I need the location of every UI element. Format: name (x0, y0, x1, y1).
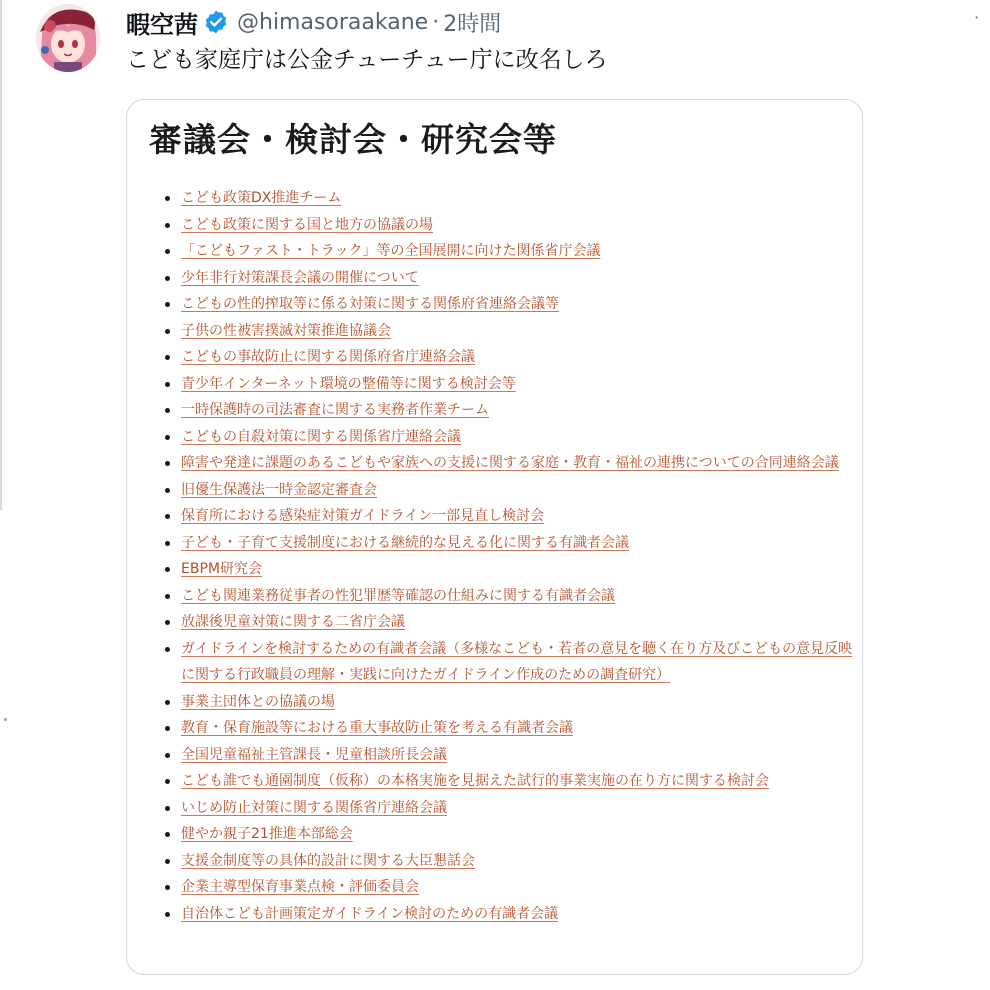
meeting-link: こどもの自殺対策に関する関係省庁連絡会議 (181, 428, 461, 445)
meeting-link: こどもの事故防止に関する関係府省庁連絡会議 (181, 349, 475, 365)
avatar-illustration (36, 4, 100, 72)
list-item (165, 291, 863, 318)
list-item (165, 795, 863, 822)
list-item (165, 265, 863, 292)
meeting-link: 青少年インターネット環境の整備等に関する検討会等 (181, 375, 516, 392)
media-heading: 審議会・検討会・研究会等 (149, 120, 557, 159)
list-item (165, 238, 863, 265)
tweet-media-image[interactable] (126, 99, 863, 975)
meeting-link: こども誰でも通園制度（仮称）の本格実施を見据えた試行的事業実施の在り方に関する検討会 (181, 773, 769, 789)
header-separator: · (432, 9, 440, 35)
more-options-icon[interactable] (966, 6, 988, 28)
user-avatar[interactable] (36, 4, 100, 72)
list-item (165, 424, 863, 451)
list-item (165, 689, 863, 716)
meeting-link: 障害や発達に課題のあるこどもや家族への支援に関する家庭・教育・福祉の連携についての合同連絡会議 (181, 455, 839, 471)
list-item (165, 503, 863, 530)
list-item (165, 477, 863, 504)
list-item (165, 344, 863, 371)
list-item (165, 556, 863, 583)
meeting-link: 子供の性被害撲滅対策推進協議会 (181, 322, 391, 339)
edge-marker (4, 718, 7, 721)
list-item (165, 318, 863, 345)
meeting-list (165, 185, 863, 927)
meeting-link: 自治体こども計画策定ガイドライン検討のための有識者会議 (181, 905, 559, 922)
meeting-link: 事業主団体との協議の場 (181, 693, 335, 710)
list-item (165, 742, 863, 769)
display-name[interactable]: 暇空茜 (126, 10, 198, 39)
list-item (165, 185, 863, 212)
list-item (165, 371, 863, 398)
meeting-link: ガイドラインを検討するための有識者会議（多様なこども・若者の意見を聴く在り方及びこどもの意見反映に関する行政職員の理解・実践に向けたガイドライン作成のための調査研究） (181, 640, 853, 683)
meeting-link: 「こどもファスト・トラック」等の全国展開に向けた関係省庁会議 (181, 243, 601, 259)
tweet-timestamp[interactable]: 2時間 (443, 11, 502, 37)
list-item (165, 397, 863, 424)
list-item (165, 450, 863, 477)
list-item (165, 715, 863, 742)
list-item (165, 530, 863, 557)
meeting-link: 支援金制度等の具体的設計に関する大臣懇話会 (181, 852, 475, 869)
meeting-link: 放課後児童対策に関する二省庁会議 (181, 614, 405, 630)
meeting-link: いじめ防止対策に関する関係省庁連絡会議 (181, 799, 447, 816)
meeting-link: 少年非行対策課長会議の開催について (181, 269, 419, 286)
more-options-label: · (973, 7, 981, 27)
meeting-link: 保育所における感染症対策ガイドライン一部見直し検討会 (181, 508, 545, 524)
meeting-link: 旧優生保護法一時金認定審査会 (181, 481, 377, 498)
meeting-link: こどもの性的搾取等に係る対策に関する関係府省連絡会議等 (181, 296, 559, 312)
meeting-link: 子ども・子育て支援制度における継続的な見える化に関する有識者会議 (181, 534, 629, 551)
list-item (165, 212, 863, 239)
window-edge-divider (0, 0, 2, 510)
user-handle[interactable]: @himasoraakane (237, 9, 429, 35)
list-item (165, 848, 863, 875)
meeting-link: こども政策に関する国と地方の協議の場 (181, 216, 433, 233)
list-item (165, 583, 863, 610)
meeting-link: 健やか親子21推進本部総会 (181, 826, 353, 842)
list-item (165, 901, 863, 928)
meeting-link: こども政策DX推進チーム (181, 190, 342, 206)
verified-badge-icon (203, 9, 229, 35)
meeting-link: 一時保護時の司法審査に関する実務者作業チーム (181, 402, 489, 418)
tweet-text: こども家庭庁は公金チューチュー庁に改名しろ (126, 47, 608, 73)
list-item (165, 874, 863, 901)
meeting-link: EBPM研究会 (181, 561, 262, 577)
list-item (165, 768, 863, 795)
meeting-link: 企業主導型保育事業点検・評価委員会 (181, 879, 419, 895)
tweet-header (126, 2, 501, 42)
meeting-link: こども関連業務従事者の性犯罪歴等確認の仕組みに関する有識者会議 (181, 587, 615, 604)
list-item (165, 609, 863, 636)
list-item (165, 636, 863, 689)
meeting-link: 教育・保育施設等における重大事故防止策を考える有識者会議 (181, 720, 573, 736)
meeting-link: 全国児童福祉主管課長・児童相談所長会議 (181, 746, 447, 763)
list-item (165, 821, 863, 848)
